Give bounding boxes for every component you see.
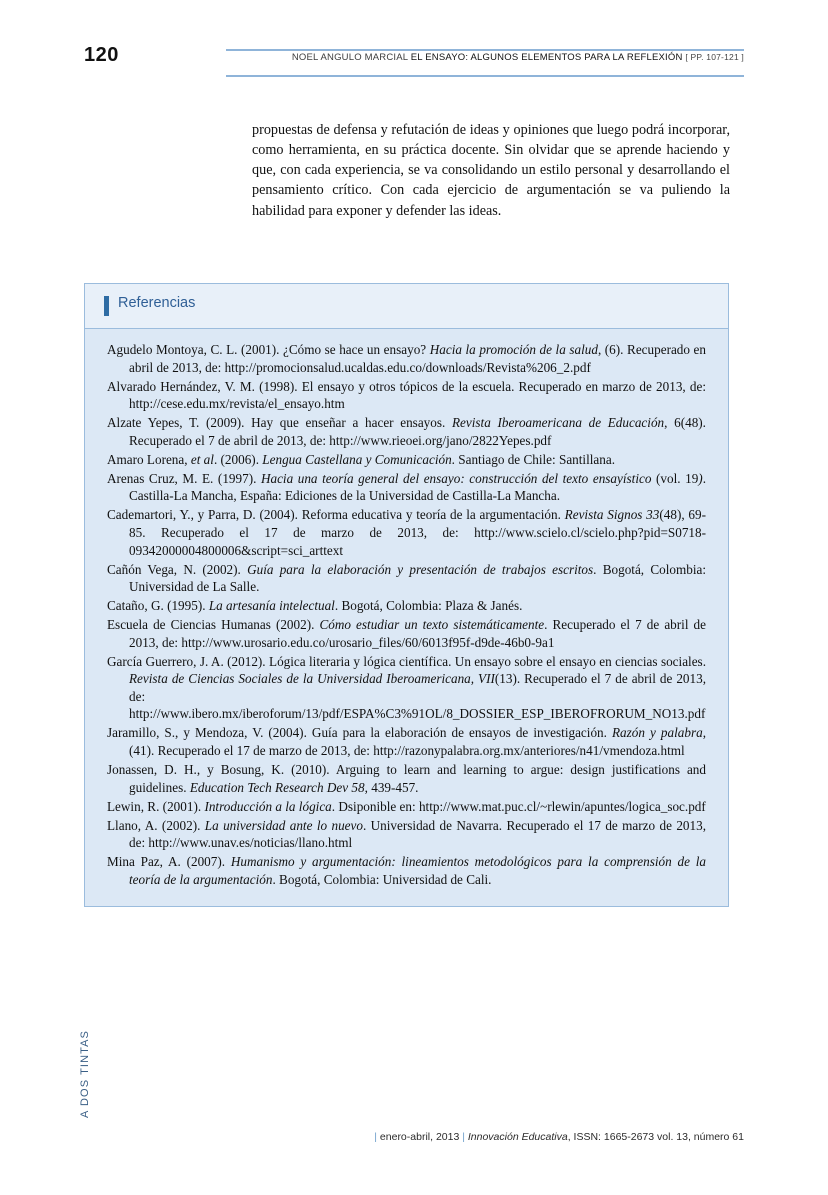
reference-title-italic: La universidad ante lo nuevo bbox=[204, 817, 363, 833]
reference-text: Llano, A. (2002). bbox=[107, 817, 205, 833]
reference-text: . (2006). bbox=[213, 451, 263, 467]
reference-entry bbox=[107, 341, 706, 376]
reference-entry bbox=[107, 817, 706, 852]
reference-entry bbox=[107, 616, 706, 651]
reference-entry bbox=[107, 506, 706, 559]
running-head bbox=[292, 52, 744, 63]
reference-title-italic: Introducción a la lógica bbox=[204, 798, 332, 814]
reference-entry bbox=[107, 378, 706, 413]
reference-text: . Recuperado el 7 de abril de 2013, de: http://www.urosario.edu.co/urosario_files/60/6013f95f-d9de-46b0-9a1 bbox=[129, 617, 707, 650]
footer-journal: Innovación Educativa bbox=[467, 1131, 568, 1143]
reference-entry bbox=[107, 561, 706, 596]
reference-text: (vol. 19 bbox=[656, 470, 699, 486]
reference-entry bbox=[107, 653, 706, 723]
reference-text: Jaramillo, S., y Mendoza, V. (2004). Guía para la elaboración de ensayos de investigación. bbox=[107, 725, 612, 741]
running-head-author: NOEL ANGULO MARCIAL bbox=[291, 52, 408, 63]
reference-text: (13). Recuperado el 7 de abril de 2013, de: http://www.ibero.mx/iberoforum/13/pdf/ESPA%C3%91OL/8_DOSSIER_ESP_IBEROFRORUM_NO13.pdf bbox=[129, 671, 706, 722]
reference-title-italic: Education Tech Research Dev 58 bbox=[189, 779, 365, 795]
footer-issn-volume: ISSN: 1665-2673 vol. 13, número 61 bbox=[573, 1131, 744, 1143]
header-rule-top bbox=[226, 49, 744, 51]
references-accent-tab bbox=[104, 296, 109, 316]
reference-text: , 439-457. bbox=[364, 779, 419, 795]
body-paragraph: propuestas de defensa y refutación de ideas y opiniones que luego podrá incorporar, como herramienta, en su práctica docente. Sin olvidar que se aprende haciendo y que, con cada experiencia, se va consolidando un estilo personal y desarrollando el pensamiento crítico. Con cada ejercicio de argumentación se va puliendo la habilidad para exponer y defender las ideas. bbox=[252, 122, 730, 219]
reference-text: . Bogotá, Colombia: Universidad de La Salle. bbox=[129, 561, 707, 595]
reference-text: , 6(48). Recuperado el 7 de abril de 2013, de: http://www.rieoei.org/jano/2822Yepes.pdf bbox=[129, 415, 706, 448]
reference-title-italic: Hacia una teoría general del ensayo: construcción del texto ensayístico bbox=[260, 470, 656, 486]
reference-text: , (41). Recuperado el 17 de marzo de 2013, de: http://razonypalabra.org.mx/anteriores/n41/vmendoza.html bbox=[129, 725, 706, 759]
reference-title-italic: et al bbox=[190, 451, 214, 467]
reference-entry bbox=[107, 597, 706, 615]
reference-title-italic: Cómo estudiar un texto sistemáticamente bbox=[319, 617, 545, 633]
reference-entry bbox=[107, 414, 706, 449]
footer-issn: , bbox=[567, 1131, 574, 1143]
reference-text: Arenas Cruz, M. E. (1997). bbox=[107, 470, 261, 486]
footer-issue: enero-abril, 2013 bbox=[379, 1131, 460, 1143]
reference-text: Cataño, G. (1995). bbox=[107, 598, 209, 614]
reference-text: . Universidad de Navarra. Recuperado el 17 de marzo de 2013, de: http://www.unav.es/noticias/llano.html bbox=[129, 817, 706, 851]
reference-text: Cañón Vega, N. (2002). bbox=[107, 561, 248, 577]
footer-separator-1: | bbox=[374, 1131, 380, 1143]
reference-text: Mina Paz, A. (2007). bbox=[107, 854, 231, 870]
footer-separator-2: | bbox=[459, 1131, 468, 1143]
reference-title-italic: Humanismo y argumentación: lineamientos metodológicos para la comprensión de la teoría de la argumentación bbox=[129, 854, 706, 887]
page-number: 120 bbox=[84, 44, 119, 66]
reference-text: . Bogotá, Colombia: Universidad de Cali. bbox=[272, 871, 492, 887]
reference-entry bbox=[107, 451, 706, 469]
reference-text: García Guerrero, J. A. (2012). Lógica literaria y lógica científica. Un ensayo sobre el ensayo en ciencias sociales. bbox=[107, 653, 706, 669]
reference-title-italic: Revista Signos 33 bbox=[564, 507, 660, 523]
reference-text: Lewin, R. (2001). bbox=[107, 798, 205, 814]
reference-entry bbox=[107, 853, 706, 888]
reference-text: . Dsiponible en: http://www.mat.puc.cl/~rlewin/apuntes/logica_soc.pdf bbox=[331, 798, 706, 814]
references-header bbox=[85, 284, 728, 329]
references-title: Referencias bbox=[118, 295, 196, 311]
page-footer bbox=[84, 1131, 744, 1143]
reference-text: . Santiago de Chile: Santillana. bbox=[451, 451, 616, 467]
references-list bbox=[85, 329, 728, 906]
reference-title-italic: Revista de Ciencias Sociales de la Universidad Iberoamericana, VII bbox=[129, 671, 495, 687]
reference-text: Escuela de Ciencias Humanas (2002). bbox=[107, 617, 320, 633]
reference-entry bbox=[107, 798, 706, 816]
reference-text: Amaro Lorena, bbox=[107, 451, 191, 467]
reference-entry bbox=[107, 470, 706, 505]
running-head-title: EL ENSAYO: ALGUNOS ELEMENTOS PARA LA REFLEXIÓN bbox=[410, 52, 683, 63]
reference-text: , (6). Recuperado en abril de 2013, de: http://promocionsalud.ucaldas.edu.co/downloads/Revista%206_2.pdf bbox=[129, 342, 707, 375]
page-header bbox=[84, 36, 744, 76]
reference-title-italic: ) bbox=[698, 470, 703, 486]
reference-text: . Bogotá, Colombia: Plaza & Janés. bbox=[334, 598, 523, 614]
reference-title-italic: Razón y palabra bbox=[612, 725, 703, 741]
reference-title-italic: Revista Iberoamericana de Educación bbox=[451, 415, 665, 431]
reference-title-italic: La artesanía intelectual bbox=[208, 598, 335, 614]
reference-title-italic: Hacia la promoción de la salud bbox=[429, 342, 598, 357]
reference-text: . Castilla-La Mancha, España: Ediciones de la Universidad de Castilla-La Mancha. bbox=[129, 470, 706, 504]
section-vertical-label: A DOS TINTAS bbox=[79, 1030, 91, 1118]
reference-text: Alvarado Hernández, V. M. (1998). El ensayo y otros tópicos de la escuela. Recuperado en marzo de 2013, de: http://cese.edu.mx/revista/el_ensayo.htm bbox=[107, 378, 706, 412]
reference-entry bbox=[107, 724, 706, 759]
references-box bbox=[84, 283, 729, 907]
running-head-pages: [ PP. 107-121 ] bbox=[685, 52, 744, 62]
reference-entry bbox=[107, 761, 706, 796]
reference-text: Alzate Yepes, T. (2009). Hay que enseñar a hacer ensayos. bbox=[107, 415, 452, 431]
reference-title-italic: Guía para la elaboración y presentación de trabajos escritos bbox=[247, 561, 594, 577]
reference-text: Cademartori, Y., y Parra, D. (2004). Reforma educativa y teoría de la argumentación. bbox=[107, 507, 565, 523]
reference-title-italic: Lengua Castellana y Comunicación bbox=[262, 451, 452, 467]
reference-text: Jonassen, D. H., y Bosung, K. (2010). Arguing to learn and learning to argue: design justifications and guidelines. bbox=[107, 762, 706, 795]
reference-text: Agudelo Montoya, C. L. (2001). ¿Cómo se hace un ensayo? bbox=[107, 342, 430, 357]
reference-text: (48), 69-85. Recuperado el 17 de marzo de 2013, de: http://www.scielo.cl/scielo.php?pid=S0718-09342000004800006&script=sci_arttext bbox=[129, 507, 706, 558]
header-rule-bottom bbox=[226, 75, 744, 77]
